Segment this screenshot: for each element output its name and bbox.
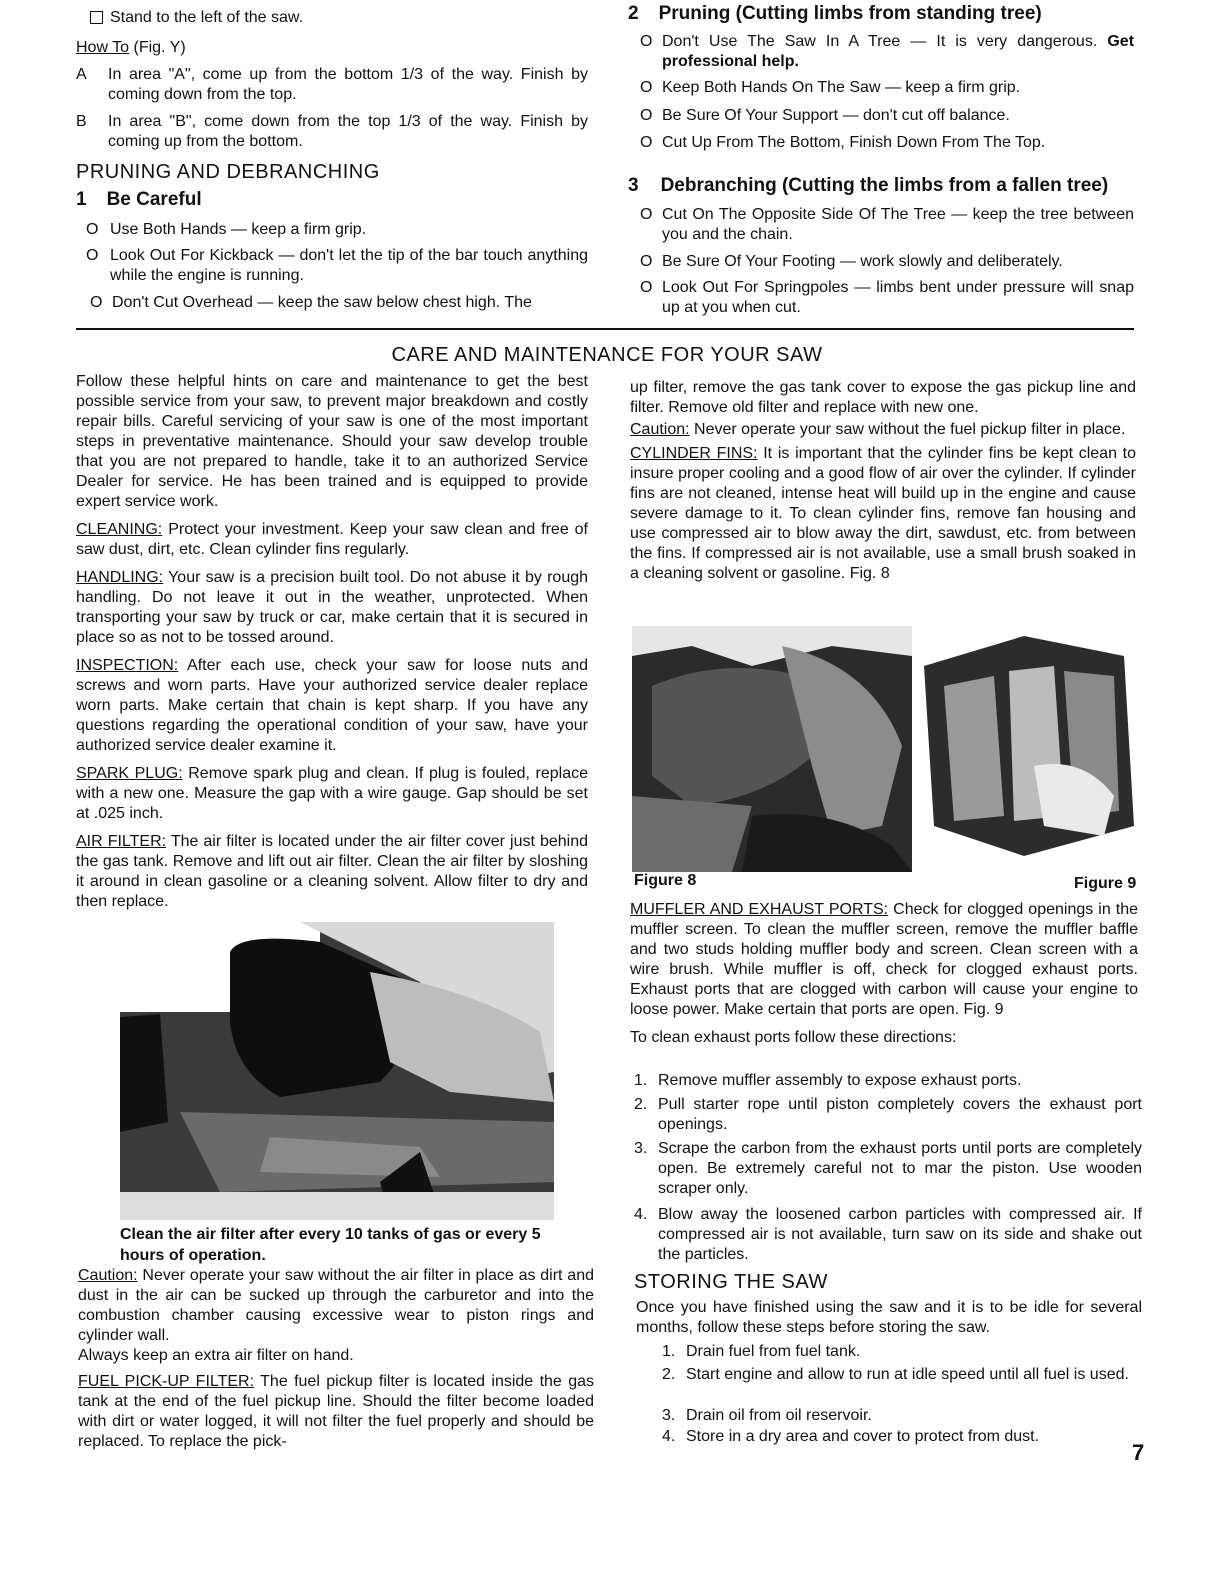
- bullet-circle-icon: O: [640, 279, 653, 296]
- list-item: O Look Out For Springpoles — limbs bent under pressure will snap up at you when cut.: [640, 279, 1134, 316]
- inspection-paragraph: INSPECTION: After each use, check your saw for loose nuts and screws and worn parts. Have your authorized service dealer replace worn parts. Make certain that chain is kept sharp. If you have any questions regarding the operational condition of your saw, have your authorized service dealer examine it.: [76, 657, 589, 754]
- figure-8-label: Figure 8: [634, 872, 697, 889]
- exhaust-step: 3. Scrape the carbon from the exhaust ports until ports are completely open. Be extremely careful not to mar the piston. Use wooden scraper only.: [634, 1140, 1142, 1197]
- storing-step: 2. Start engine and allow to run at idle speed until all fuel is used.: [662, 1366, 1129, 1383]
- cleaning-paragraph: CLEANING: Protect your investment. Keep your saw clean and free of saw dust, dirt, etc. Clean cylinder fins regularly.: [76, 521, 588, 558]
- list-item: O Look Out For Kickback — don't let the tip of the bar touch anything while the engine is running.: [86, 247, 588, 284]
- figure-8-illustration: [632, 626, 912, 872]
- stand-left-instruction: Stand to the left of the saw.: [88, 8, 608, 28]
- air-filter-paragraph: AIR FILTER: The air filter is located under the air filter cover just behind the gas tank. Remove and lift out air filter. Clean the air filter by sloshing it around in clean gasoline or a cleaning solvent. Allow filter to dry and then replace.: [76, 833, 588, 910]
- how-to-heading: How To (Fig. Y): [76, 39, 186, 56]
- list-item: O Cut Up From The Bottom, Finish Down From The Top.: [640, 134, 1046, 151]
- checkbox-icon: [90, 11, 103, 24]
- bullet-circle-icon: O: [640, 134, 653, 151]
- air-filter-photo-caption: Clean the air filter after every 10 tanks of gas or every 5 hours of operation.: [120, 1226, 541, 1264]
- exhaust-step: 1. Remove muffler assembly to expose exhaust ports.: [634, 1072, 1022, 1089]
- bullet-circle-icon: O: [640, 79, 653, 96]
- step-a: A In area "A", come up from the bottom 1/3 of the way. Finish by coming down from the top.: [76, 66, 588, 103]
- storing-step: 3. Drain oil from oil reservoir.: [662, 1407, 872, 1424]
- bullet-circle-icon: O: [86, 247, 99, 264]
- right-column: [630, 378, 1136, 584]
- exhaust-step: 2. Pull starter rope until piston completely covers the exhaust port openings.: [634, 1096, 1142, 1133]
- list-item: O Don't Cut Overhead — keep the saw below chest high. The: [90, 294, 532, 311]
- list-item: O Be Sure Of Your Footing — work slowly and deliberately.: [640, 253, 1063, 270]
- list-item: O Be Sure Of Your Support — don't cut off balance.: [640, 107, 1010, 124]
- bullet-circle-icon: O: [640, 253, 653, 270]
- exhaust-step: 4. Blow away the loosened carbon particles with compressed air. If compressed air is not available, turn saw on its side and shake out the particles.: [634, 1206, 1142, 1263]
- air-filter-photo-illustration: [120, 922, 554, 1220]
- step-b: B In area "B", come down from the top 1/3 of the way. Finish by coming up from the bottom.: [76, 113, 588, 150]
- storing-title: STORING THE SAW: [634, 1271, 828, 1293]
- care-maintenance-title: CARE AND MAINTENANCE FOR YOUR SAW: [391, 344, 823, 366]
- caution-air-filter: Caution: Never operate your saw without the air filter in place as dirt and dust in the air can be sucked up through the carburetor and into the combustion chamber causing excessive wear to piston rings and cylinder wall.: [78, 1267, 594, 1344]
- list-item: O Don't Use The Saw In A Tree — It is very dangerous. Get professional help.: [640, 33, 1135, 70]
- intro-paragraph: Follow these helpful hints on care and maintenance to get the best possible service from your saw, to prevent major breakdown and costly repair bills. Careful servicing of your saw is one of the most important steps in preventative maintenance. Should your saw develop trouble that you are not prepared to handle, take it to an authorized Service Dealer for service. He has been trained and is equipped to provide expert service work.: [76, 373, 588, 510]
- pruning-section-title: PRUNING AND DEBRANCHING: [76, 161, 380, 183]
- storing-intro: Once you have finished using the saw and it is to be idle for several months, follow these steps before storing the saw.: [636, 1299, 1142, 1336]
- handling-paragraph: HANDLING: Your saw is a precision built tool. Do not abuse it by rough handling. Do not leave it out in the weather, unprotected. When transporting your saw by truck or car, make certain that it is secured in place so as not to be tossed around.: [76, 569, 589, 646]
- bullet-circle-icon: O: [640, 107, 653, 124]
- figure-9-label: Figure 9: [1074, 875, 1137, 892]
- storing-step: 1. Drain fuel from fuel tank.: [662, 1343, 861, 1360]
- left-column: [76, 372, 588, 912]
- page-number: 7: [1132, 1440, 1145, 1465]
- debranching-heading: 3 Debranching (Cutting the limbs from a fallen tree): [628, 175, 1109, 196]
- fuel-pickup-paragraph: FUEL PICK-UP FILTER: The fuel pickup filter is located inside the gas tank at the end of the fuel pickup line. Should the filter become loaded with dirt or water logged, it will not filter the fuel properly and should be replaced. To replace the pick-: [78, 1373, 594, 1450]
- extra-filter-note: Always keep an extra air filter on hand.: [78, 1347, 354, 1364]
- fuel-pickup-continued: up filter, remove the gas tank cover to expose the gas pickup line and filter. Remove old filter and replace with new one.: [630, 379, 1136, 416]
- be-careful-heading: 1 Be Careful: [76, 189, 202, 210]
- storing-step: 4. Store in a dry area and cover to protect from dust.: [662, 1428, 1040, 1445]
- muffler-paragraph: MUFFLER AND EXHAUST PORTS: Check for clogged openings in the muffler screen. To clean the muffler screen, remove the muffler baffle and two studs holding muffler body and screen. Clean screen with a wire brush. While muffler is off, check for clogged exhaust ports. Exhaust ports that are clogged with carbon will cause your engine to loose power. Make certain that ports are open. Fig. 9: [630, 901, 1139, 1018]
- spark-plug-paragraph: SPARK PLUG: Remove spark plug and clean. If plug is fouled, replace with a new one. Measure the gap with a wire gauge. Gap should be set at .025 inch.: [76, 765, 589, 822]
- figure-9-illustration: [914, 626, 1142, 872]
- air-filter-photo: [120, 922, 554, 1220]
- bullet-circle-icon: O: [640, 33, 653, 50]
- caution-fuel-filter: Caution: Never operate your saw without the fuel pickup filter in place.: [630, 421, 1126, 438]
- list-item: O Use Both Hands — keep a firm grip.: [86, 221, 367, 238]
- list-item: O Keep Both Hands On The Saw — keep a firm grip.: [640, 79, 1021, 96]
- pruning-heading: 2 Pruning (Cutting limbs from standing tree): [628, 3, 1042, 24]
- figure-9-photo: [914, 626, 1142, 872]
- list-item: O Cut On The Opposite Side Of The Tree — keep the tree between you and the chain.: [640, 206, 1134, 243]
- bullet-circle-icon: O: [640, 206, 653, 223]
- cylinder-fins-paragraph: CYLINDER FINS: It is important that the cylinder fins be kept clean to insure proper cooling and a good flow of air over the cylinder. If cylinder fins are not cleaned, intense heat will build up in the engine and cause severe damage to it. To clean cylinder fins, remove fan housing and use compressed air to blow away the dirt, sawdust, etc. from between the fins. If compressed air is not available, use a small brush soaked in a cleaning solvent or gasoline. Fig. 8: [630, 445, 1137, 582]
- exhaust-intro: To clean exhaust ports follow these directions:: [630, 1029, 957, 1046]
- bullet-circle-icon: O: [86, 221, 99, 238]
- section-divider: [76, 328, 1134, 330]
- figure-8-photo: [632, 626, 912, 872]
- bullet-circle-icon: O: [90, 294, 103, 311]
